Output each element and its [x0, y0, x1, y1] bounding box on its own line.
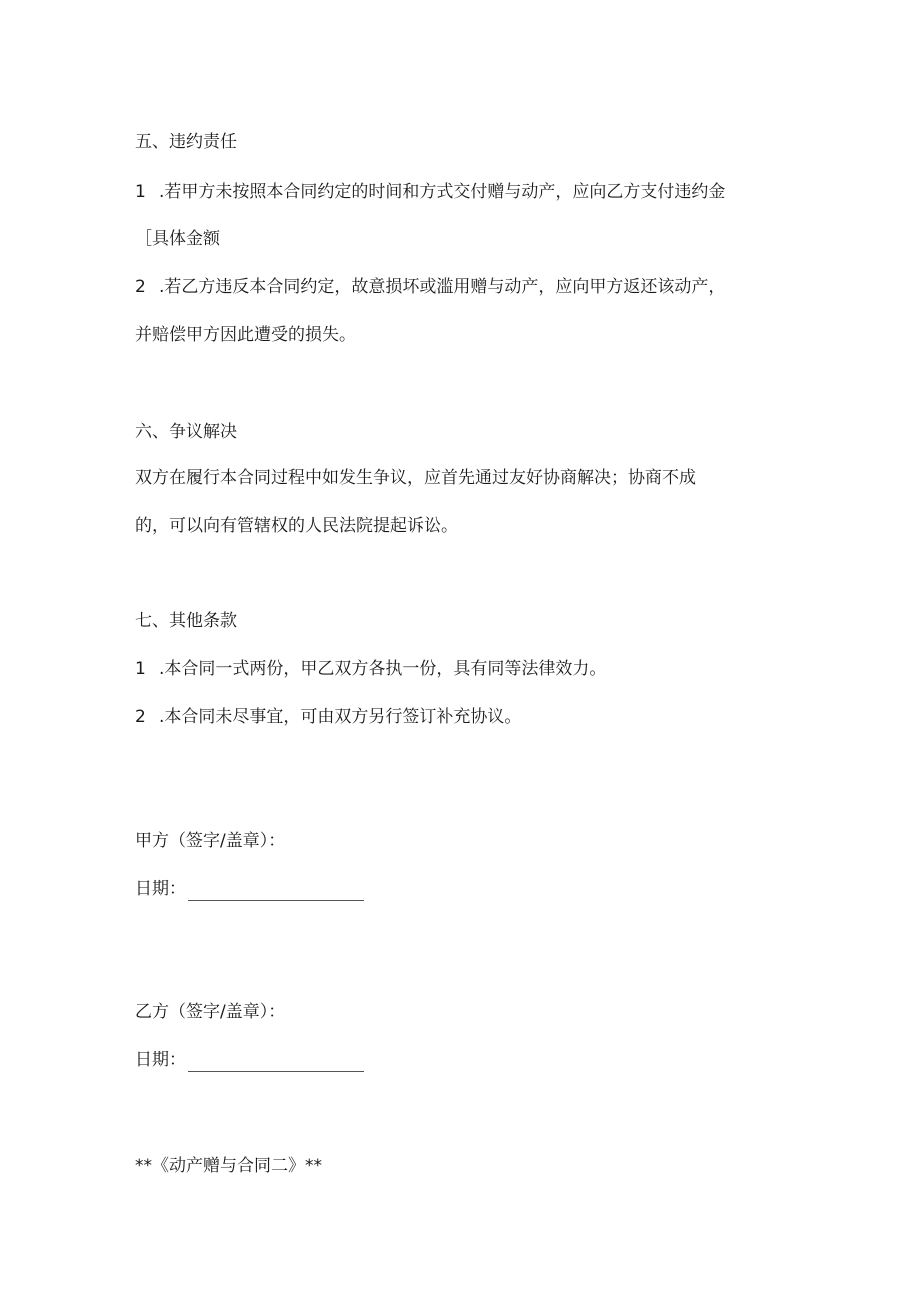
- item-text: .本合同一式两份，甲乙双方各执一份，具有同等法律效力。: [159, 659, 607, 679]
- section-5-item-2-line-2: 并赔偿甲方因此遭受的损失。: [135, 325, 356, 345]
- party-a-signature-label: 甲方（签字/盖章）：: [135, 831, 286, 851]
- date-blank-line: [188, 882, 364, 901]
- item-text: .若甲方未按照本合同约定的时间和方式交付赠与动产，应向乙方支付违约金: [159, 182, 726, 202]
- party-a-date-row: [135, 877, 364, 901]
- section-5-item-2-line-1: [135, 275, 725, 299]
- party-b-signature-label: 乙方（签字/盖章）：: [135, 1002, 286, 1022]
- item-number: 1: [135, 182, 146, 202]
- section-5-heading: 五、违约责任: [135, 132, 237, 152]
- party-b-date-row: [135, 1048, 364, 1072]
- item-number: 2: [135, 707, 146, 727]
- item-number: 1: [135, 659, 146, 679]
- section-5-item-1-line-2: ［具体金额: [135, 229, 220, 249]
- item-text: .本合同未尽事宜，可由双方另行签订补充协议。: [159, 707, 522, 727]
- footer-title: **《动产赠与合同二》**: [135, 1156, 322, 1176]
- date-label: 日期：: [135, 1050, 186, 1070]
- section-7-item-1: [135, 657, 606, 681]
- section-5-item-1-line-1: [135, 180, 725, 204]
- item-text: .若乙方违反本合同约定，故意损坏或滥用赠与动产，应向甲方返还该动产，: [159, 277, 726, 297]
- section-6-heading: 六、争议解决: [135, 422, 237, 442]
- item-number: 2: [135, 277, 146, 297]
- date-blank-line: [188, 1053, 364, 1072]
- section-6-line-2: 的，可以向有管辖权的人民法院提起诉讼。: [135, 516, 458, 536]
- section-7-item-2: [135, 705, 521, 729]
- section-6-line-1: 双方在履行本合同过程中如发生争议，应首先通过友好协商解决；协商不成: [135, 468, 696, 488]
- section-7-heading: 七、其他条款: [135, 611, 237, 631]
- date-label: 日期：: [135, 879, 186, 899]
